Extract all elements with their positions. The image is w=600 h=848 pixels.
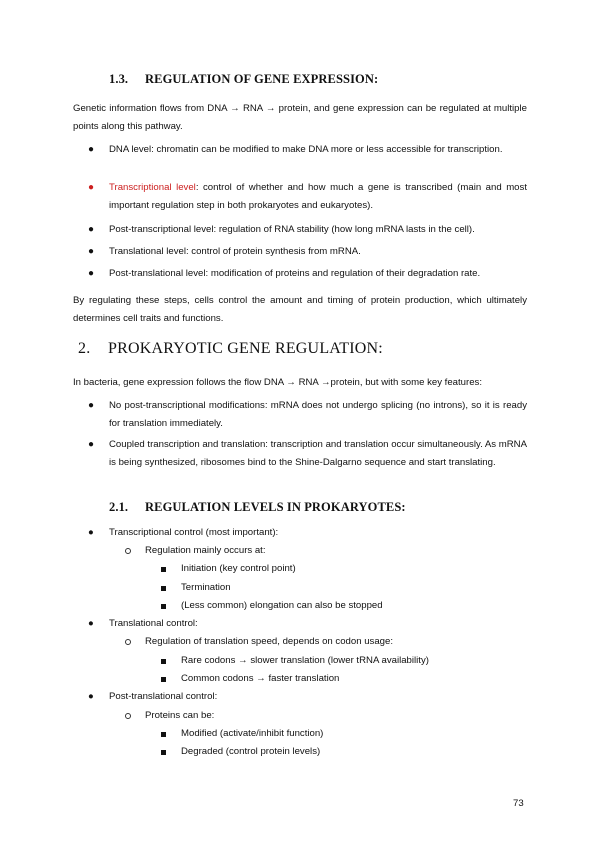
highlight-term: Transcriptional level xyxy=(109,182,196,193)
page-number: 73 xyxy=(513,798,524,809)
sub-sub-list-item: Initiation (key control point) xyxy=(181,560,296,578)
sub-sub-list-item: Modified (activate/inhibit function) xyxy=(181,725,323,743)
square-bullet-icon xyxy=(161,732,166,737)
hollow-circle-icon xyxy=(125,713,131,719)
bullet-dot-icon: ● xyxy=(88,268,95,279)
sub-sub-list-item: Rare codons → slower translation (lower tRNA availability) xyxy=(181,652,429,670)
section-title: REGULATION LEVELS IN PROKARYOTES: xyxy=(145,500,406,514)
intro-paragraph: Genetic information flows from DNA → RNA → protein, and gene expression can be regulated at multiple points along this pathway. xyxy=(73,103,527,132)
bullet-dot-icon: ● xyxy=(88,618,94,629)
sub-sub-list-item: Termination xyxy=(181,579,231,597)
list-item-translational: ● Translational control: xyxy=(109,615,198,633)
section-title: REGULATION OF GENE EXPRESSION: xyxy=(145,72,379,86)
list-item-post-translational: ● Post-translational control: xyxy=(109,688,217,706)
hollow-circle-icon xyxy=(125,548,131,554)
square-bullet-icon xyxy=(161,659,166,664)
section-number: 2.1. xyxy=(109,500,129,514)
intro-paragraph: In bacteria, gene expression follows the flow DNA → RNA →protein, but with some key features: xyxy=(73,377,482,388)
section-heading-2 xyxy=(78,340,383,358)
bullet-dot-icon: ● xyxy=(88,527,94,538)
bullet-dot-icon: ● xyxy=(88,224,95,235)
closing-paragraph: By regulating these steps, cells control the amount and timing of protein production, which ultimately determines cell traits and functions. xyxy=(73,295,527,324)
section-title: PROKARYOTIC GENE REGULATION: xyxy=(108,340,383,357)
square-bullet-icon xyxy=(161,750,166,755)
sub-list-item: Proteins can be: xyxy=(145,707,214,725)
bullet-item: ● No post-transcriptional modifications: mRNA does not undergo splicing (no introns), so it is ready for translation immediately. xyxy=(109,397,527,433)
sub-list-item: Regulation of translation speed, depends on codon usage: xyxy=(145,633,393,651)
section-heading-1-3 xyxy=(109,72,378,87)
section-heading-2-1 xyxy=(109,500,406,515)
section-number: 2. xyxy=(78,340,91,357)
bullet-dot-icon: ● xyxy=(88,144,95,155)
bullet-item: ● Transcriptional level: control of whether and how much a gene is transcribed (main and most important regulation step in both prokaryotes and eukaryotes). xyxy=(109,179,527,215)
bullet-dot-icon: ● xyxy=(88,400,95,411)
square-bullet-icon xyxy=(161,604,166,609)
sub-sub-list-item: Degraded (control protein levels) xyxy=(181,743,320,761)
square-bullet-icon xyxy=(161,677,166,682)
bullet-dot-icon: ● xyxy=(88,691,94,702)
hollow-circle-icon xyxy=(125,639,131,645)
bullet-dot-icon: ● xyxy=(88,182,95,193)
list-item-transcriptional: ● Transcriptional control (most important): xyxy=(109,524,278,542)
square-bullet-icon xyxy=(161,567,166,572)
bullet-item: ● Translational level: control of protein synthesis from mRNA. xyxy=(109,243,527,261)
section-number: 1.3. xyxy=(109,72,129,86)
bullet-item: ● DNA level: chromatin can be modified to make DNA more or less accessible for transcription. xyxy=(109,141,527,159)
bullet-item: ● Post-transcriptional level: regulation of RNA stability (how long mRNA lasts in the cell). xyxy=(109,221,527,239)
sub-list-item: Regulation mainly occurs at: xyxy=(145,542,266,560)
bullet-item: ● Coupled transcription and translation: transcription and translation occur simultaneously. As mRNA is being synthesized, ribosomes bind to the Shine-Dalgarno sequence and start translating. xyxy=(109,436,527,472)
bullet-dot-icon: ● xyxy=(88,246,95,257)
sub-sub-list-item: Common codons → faster translation xyxy=(181,670,339,688)
sub-sub-list-item: (Less common) elongation can also be stopped xyxy=(181,597,383,615)
bullet-item: ● Post-translational level: modification of proteins and regulation of their degradation rate. xyxy=(109,265,527,283)
square-bullet-icon xyxy=(161,586,166,591)
bullet-dot-icon: ● xyxy=(88,439,95,450)
